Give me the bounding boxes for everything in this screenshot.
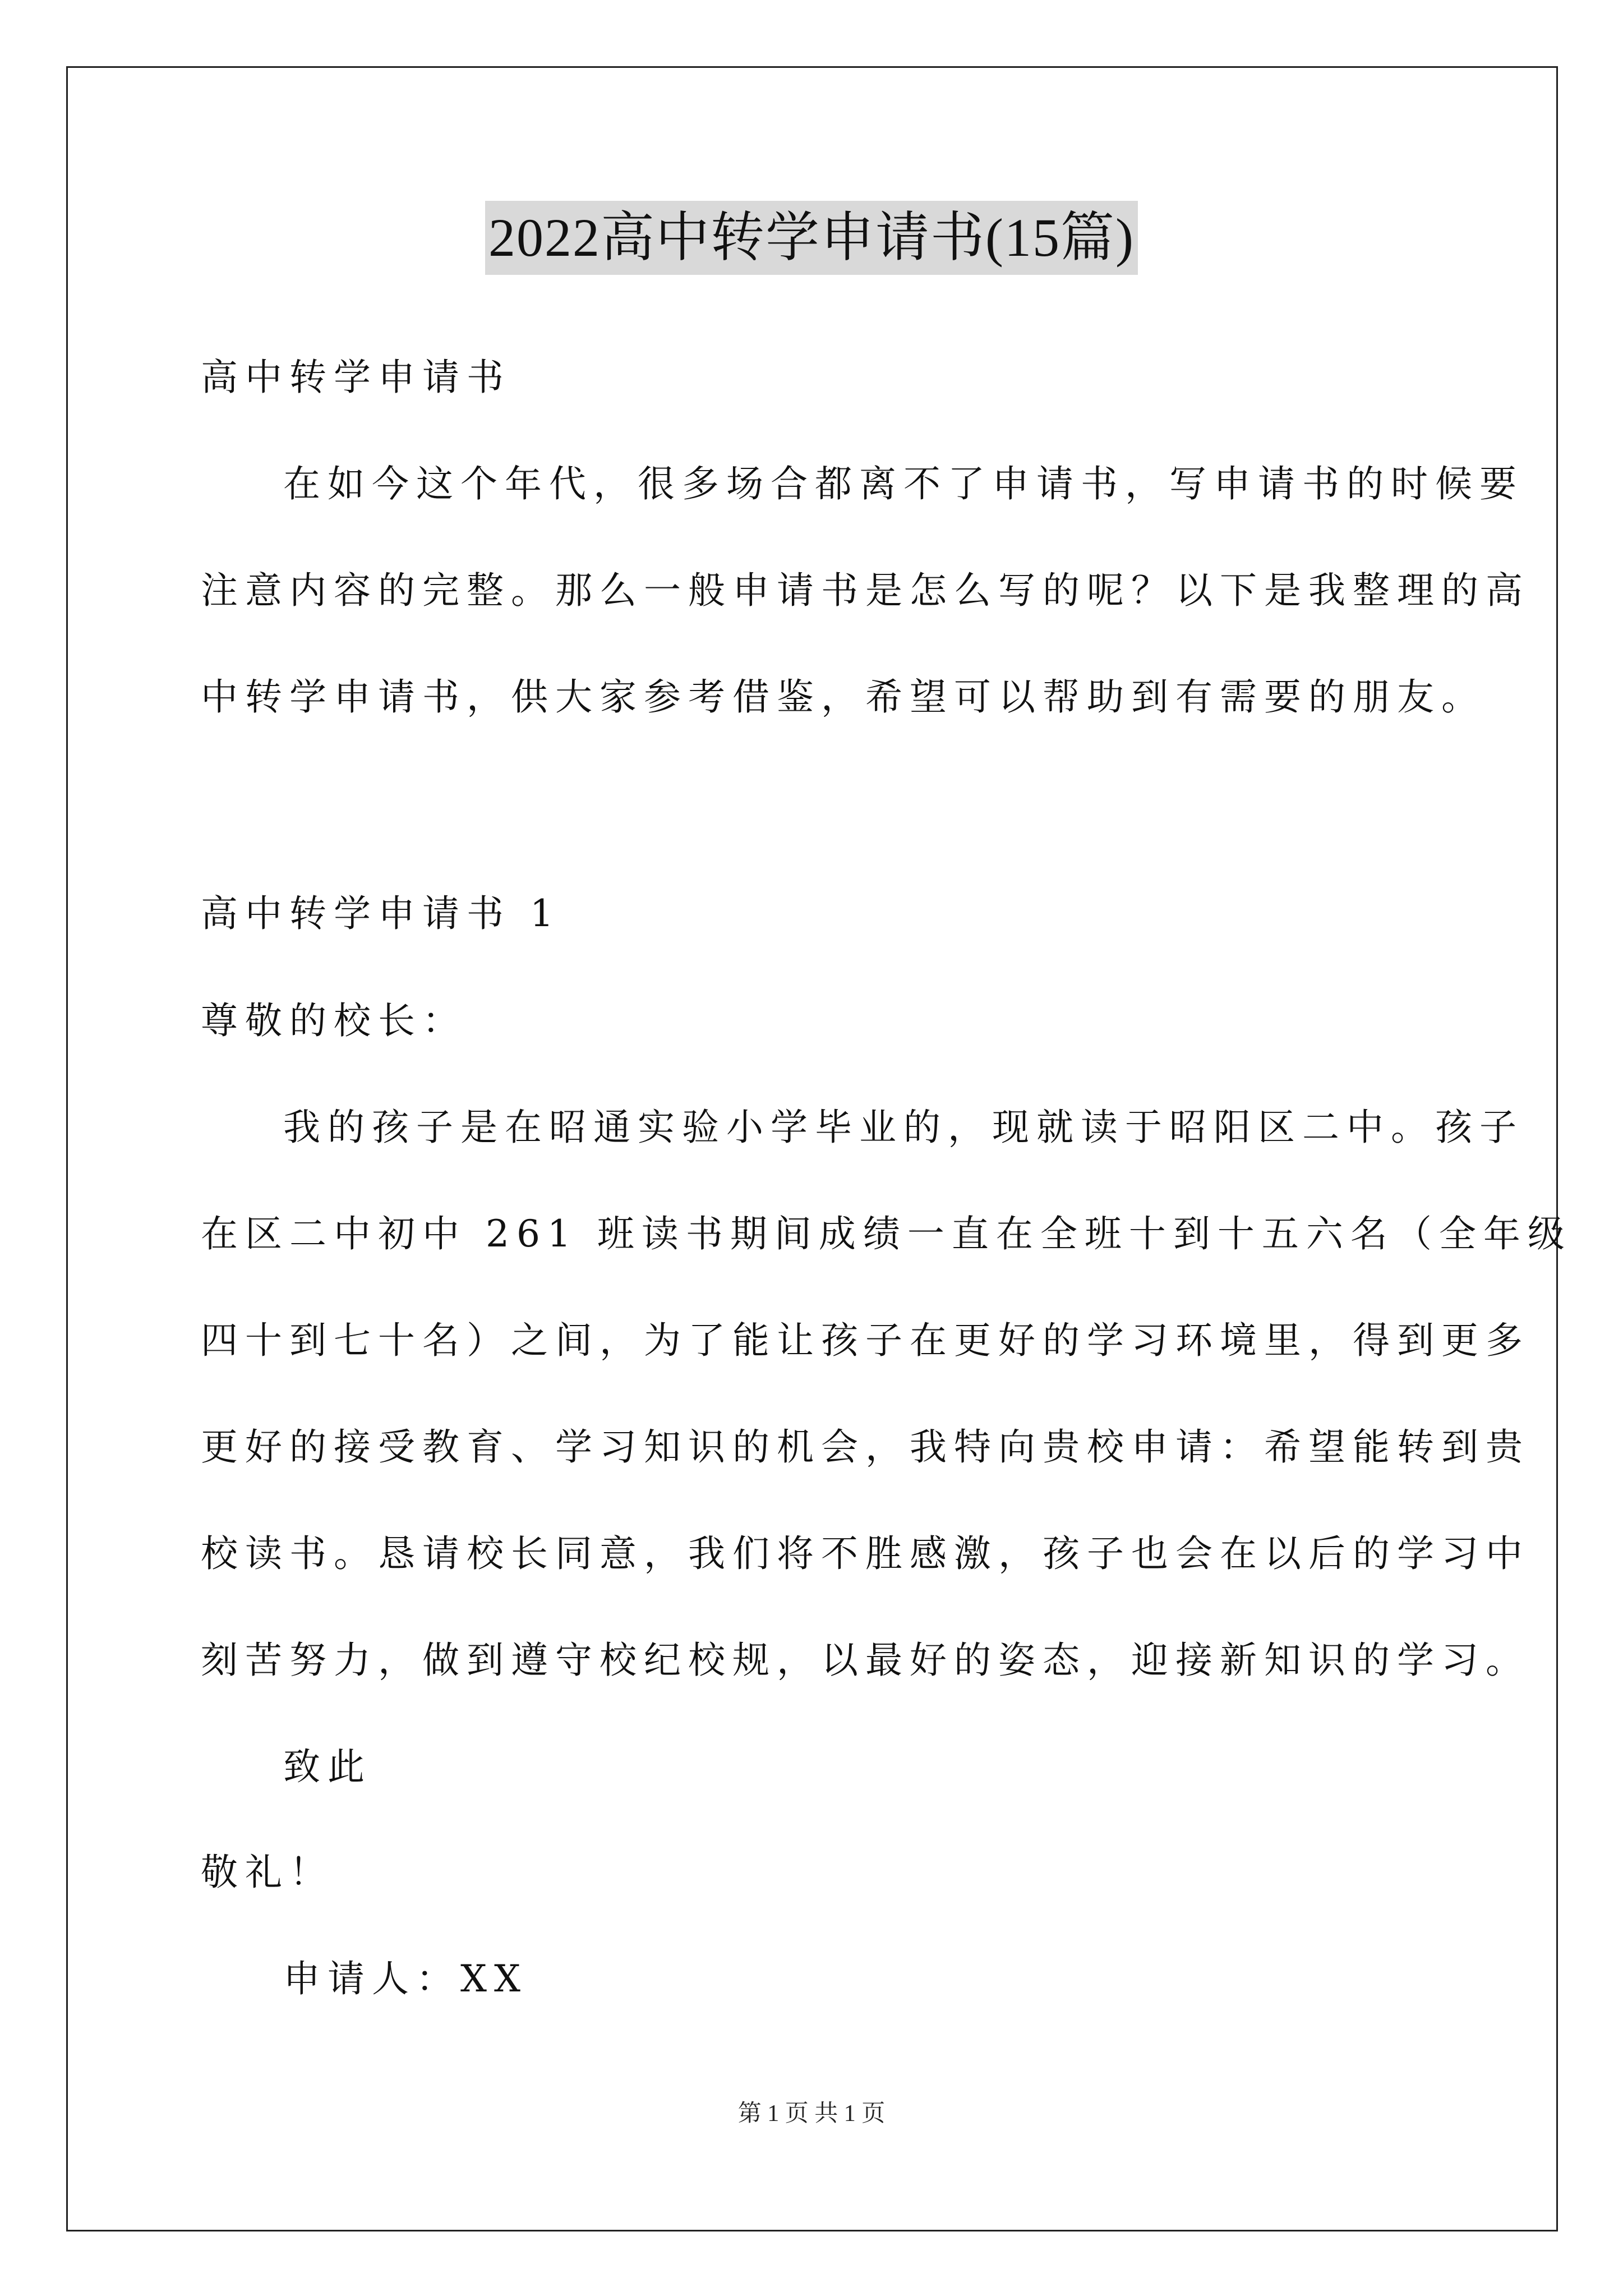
salutation: 尊敬的校长：	[201, 999, 467, 1042]
intro-paragraph-line: 中转学申请书，供大家参考借鉴，希望可以帮助到有需要的朋友。	[201, 675, 1486, 719]
title-container	[0, 201, 1623, 275]
body-line: 四十到七十名）之间，为了能让孩子在更好的学习环境里，得到更多	[201, 1319, 1530, 1362]
section-heading: 高中转学申请书 1	[201, 892, 561, 935]
body-line: 校读书。恳请校长同意，我们将不胜感激，孩子也会在以后的学习中	[201, 1532, 1530, 1575]
closing-jingli: 敬礼！	[201, 1851, 334, 1894]
page-number: 第 1 页 共 1 页	[737, 2101, 886, 2127]
body-line: 我的孩子是在昭通实验小学毕业的，现就读于昭阳区二中。孩子	[283, 1106, 1524, 1149]
body-line: 在区二中初中 261 班读书期间成绩一直在全班十到十五六名（全年级	[201, 1212, 1572, 1255]
closing-zhici: 致此	[283, 1745, 372, 1788]
intro-paragraph-line: 注意内容的完整。那么一般申请书是怎么写的呢？以下是我整理的高	[201, 569, 1530, 612]
body-line: 刻苦努力，做到遵守校纪校规，以最好的姿态，迎接新知识的学习。	[201, 1639, 1530, 1682]
document-title: 2022高中转学申请书(15篇)	[485, 201, 1138, 275]
intro-paragraph-line: 在如今这个年代，很多场合都离不了申请书，写申请书的时候要	[283, 462, 1524, 505]
intro-heading: 高中转学申请书	[201, 356, 511, 399]
signature: 申请人：XX	[283, 1957, 528, 2000]
body-line: 更好的接受教育、学习知识的机会，我特向贵校申请：希望能转到贵	[201, 1425, 1530, 1469]
